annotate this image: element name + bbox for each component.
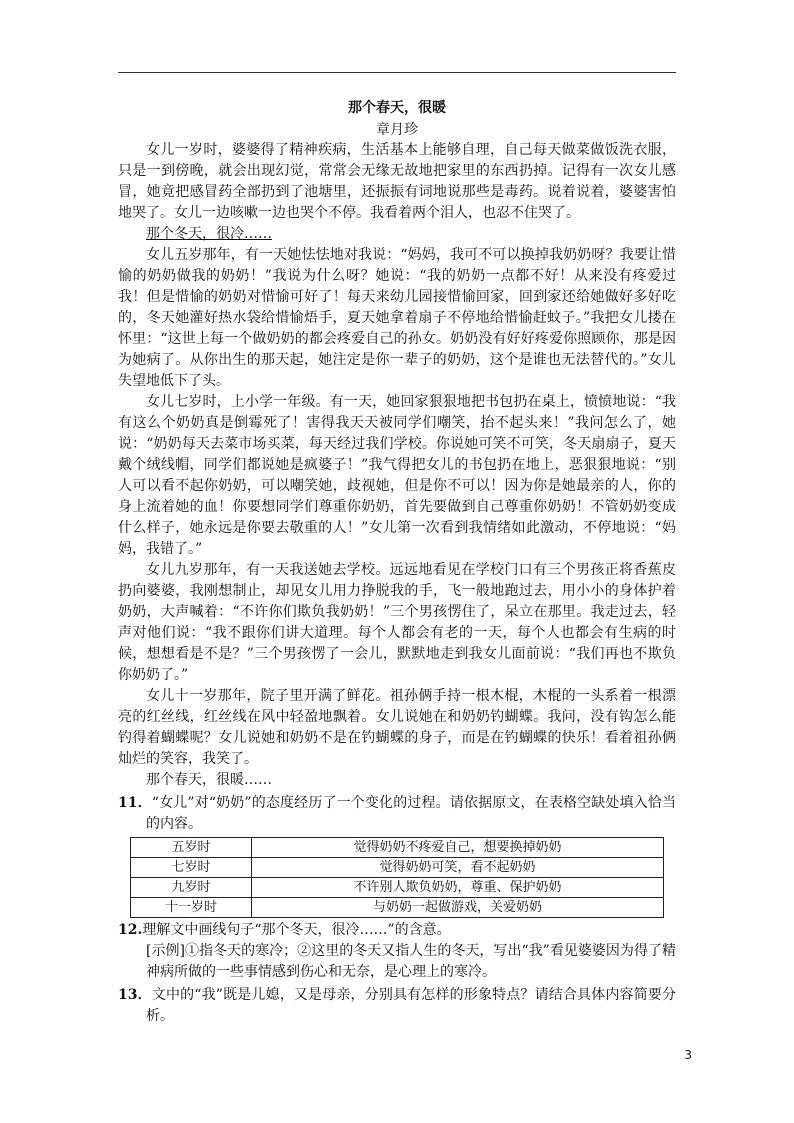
question-text: 文中的“我”既是儿媳，又是母亲，分别具有怎样的形象特点？请结合具体内容简要分析。 — [146, 987, 677, 1024]
question-12 — [118, 920, 676, 941]
paragraph-1: 女儿一岁时，婆婆得了精神疾病，生活基本上能够自理，自己每天做菜做饭洗衣服，只是一到傍晚，就会出现幻觉，常常会无缘无故地把家里的东西扔掉。记得有一次女儿感冒，她竟把感冒药全部扔到了池塘里，还振振有词地说那些是毒药。说着说着，婆婆害怕地哭了。女儿一边咳嗽一边也哭个不停。我看着两个泪人，也忍不住哭了。 — [118, 142, 676, 221]
paragraph-4: 女儿七岁时，上小学一年级。有一天，她回家狠狠地把书包扔在桌上，愤愤地说：“我有这么个奶奶真是倒霉死了！害得我天天被同学们嘲笑，抬不起头来！”我问怎么了，她说：“奶奶每天去菜市场买菜，每天经过我们学校。你说她可笑不可笑，冬天扇扇子，夏天戴个绒线帽，同学们都说她是疯婆子！”我气得把女儿的书包扔在地上，恶狠狠地说：“别人可以看不起你奶奶，可以嘲笑她，歧视她，但是你不可以！因为你是她最亲的人，你的身上流着她的血！你要想同学们尊重你奶奶，首先要做到自己尊重你奶奶！不管奶奶变成什么样子，她永远是你要去敬重的人！”女儿第一次看到我情绪如此激动，不停地说：“妈妈，我错了。” — [118, 394, 676, 557]
question-number: 13． — [118, 987, 152, 1003]
table-cell-attitude: 不许别人欺负奶奶，尊重、保护奶奶 — [252, 878, 664, 898]
question-text: 理解文中画线句子“那个冬天，很冷……”的含意。 — [142, 922, 451, 938]
page-number: 3 — [684, 1048, 692, 1062]
table-cell-age: 九岁时 — [131, 878, 252, 898]
article-title: 那个春天，很暖 — [348, 100, 446, 116]
article-author: 章月珍 — [376, 122, 418, 138]
question-11 — [118, 793, 676, 835]
table-cell-attitude: 觉得奶奶不疼爱自己，想要换掉奶奶 — [252, 838, 664, 858]
table-cell-age: 五岁时 — [131, 838, 252, 858]
attitude-table — [130, 837, 664, 918]
table-row — [131, 858, 664, 878]
question-number: 12. — [118, 922, 143, 938]
underlined-sentence: 那个冬天，很冷…… — [146, 226, 272, 242]
question-number: 11． — [118, 795, 152, 811]
paragraph-3: 女儿五岁那年，有一天她怯怯地对我说：“妈妈，我可不可以换掉我奶奶呀？我要让惜愉的奶奶做我的奶奶！”我说为什么呀？她说：“我的奶奶一点都不好！从来没有疼爱过我！但是惜愉的奶奶对惜愉可好了！每天来幼儿园接惜愉回家，回到家还给她做好多好吃的，冬天她灌好热水袋给惜愉焐手，夏天她拿着扇子不停地给惜愉赶蚊子。”我把女儿搂在怀里：“这世上每一个做奶奶的都会疼爱自己的孙女。奶奶没有好好疼爱你照顾你，那是因为她病了。从你出生的那天起，她注定是你一辈子的奶奶，这个是谁也无法替代的。”女儿失望地低下了头。 — [118, 247, 676, 389]
answer-12: [示例]①指冬天的寒冷；②这里的冬天又指人生的冬天，写出“我”看见婆婆因为得了精神病所做的一些事情感到伤心和无奈，是心理上的寒冷。 — [146, 943, 676, 980]
paragraph-5: 女儿九岁那年，有一天我送她去学校。远远地看见在学校门口有三个男孩正将香蕉皮扔向婆婆，我刚想制止，却见女儿用力挣脱我的手，飞一般地跑过去，用小小的身体护着奶奶，大声喊着：“不许你们欺负我奶奶！”三个男孩愣住了，呆立在那里。我走过去，轻声对他们说：“我不跟你们讲大道理。每个人都会有老的一天，每个人也都会有生病的时候，想想看是不是？”三个男孩愣了一会儿，默默地走到我女儿面前说：“我们再也不欺负你奶奶了。” — [118, 562, 676, 683]
paragraph-7: 那个春天，很暖…… — [146, 772, 272, 788]
paragraph-6: 女儿十一岁那年，院子里开满了鲜花。祖孙俩手持一根木棍，木棍的一头系着一根漂亮的红丝线，红丝线在风中轻盈地飘着。女儿说她在和奶奶钓蝴蝶。我问，没有钩怎么能钓得着蝴蝶呢？女儿说她和奶奶不是在钓蝴蝶的身子，而是在钓蝴蝶的快乐！看着祖孙俩灿烂的笑容，我笑了。 — [118, 688, 676, 767]
table-cell-attitude: 与奶奶一起做游戏，关爱奶奶 — [252, 898, 664, 918]
table-cell-attitude: 觉得奶奶可笑，看不起奶奶 — [252, 858, 664, 878]
header-rule — [118, 72, 676, 73]
question-13 — [118, 985, 676, 1027]
paragraph-2 — [118, 224, 676, 245]
table-cell-age: 十一岁时 — [131, 898, 252, 918]
document-body — [118, 96, 676, 1027]
table-row — [131, 878, 664, 898]
question-text: “女儿”对“奶奶”的态度经历了一个变化的过程。请依据原文，在表格空缺处填入恰当的内容。 — [146, 795, 676, 832]
table-row — [131, 898, 664, 918]
table-cell-age: 七岁时 — [131, 858, 252, 878]
table-row — [131, 838, 664, 858]
